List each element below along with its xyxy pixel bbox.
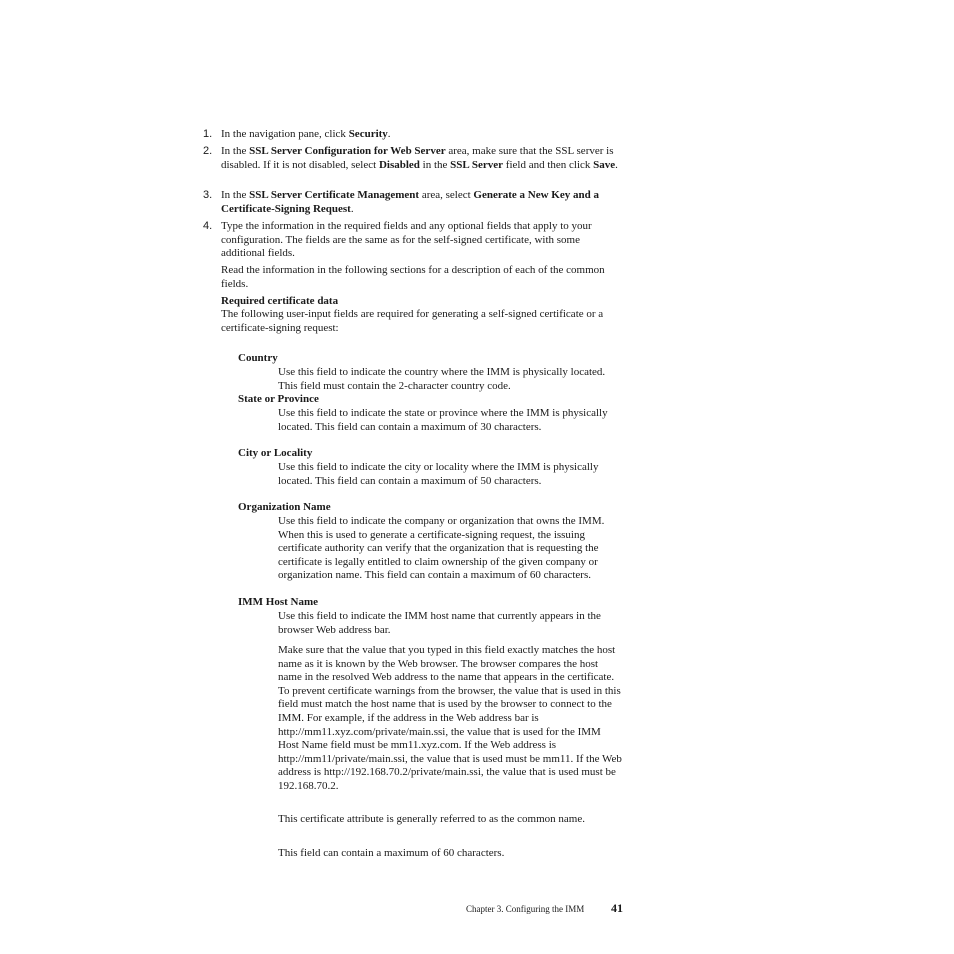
required-data-heading: Required certificate data (221, 295, 339, 307)
step-1-text: In the navigation pane, click Security. (221, 128, 391, 140)
max-length-paragraph: This field can contain a maximum of 60 characters. (278, 847, 505, 859)
field-term-state: State or Province (238, 393, 319, 405)
step-number: 2. (203, 145, 213, 157)
step-number: 1. (203, 128, 213, 140)
field-desc-organization: Use this field to indicate the company or organization that owns the IMM. When this is used to generate a certificate-signing request, the issuing certificate authority can verify that the organization that is requesting the certificate is legally entitled to claim ownership of the given company or organization name. This field can contain a maximum of 60 characters. (278, 515, 605, 582)
step-number: 4. (203, 220, 213, 232)
field-term-host-name: IMM Host Name (238, 596, 319, 608)
field-term-city: City or Locality (238, 447, 313, 459)
read-info-paragraph: Read the information in the following sections for a description of each of the common fields. (221, 264, 605, 290)
step-3-text: In the SSL Server Certificate Management area, select Generate a New Key and a Certificate-Signing Request. (221, 189, 599, 215)
required-data-intro: The following user-input fields are required for generating a self-signed certificate or a certificate-signing request: (221, 308, 604, 334)
field-desc-host-name: Use this field to indicate the IMM host name that currently appears in the browser Web address bar. (278, 610, 601, 636)
common-name-paragraph: This certificate attribute is generally referred to as the common name. (278, 813, 585, 825)
field-term-organization: Organization Name (238, 501, 331, 513)
host-name-detail-paragraph: Make sure that the value that you typed in this field exactly matches the host name as it is known by the Web browser. The browser compares the host name in the resolved Web address to the name that appears in the certificate. To prevent certificate warnings from the browser, the value that is used in this field must match the host name that is used by the browser to connect to the IMM. For example, if the address in the Web address bar is http://mm11.xyz.com/private/main.ssi, the value that is used for the IMM Host Name field must be mm11.xyz.com. If the Web address is http://mm11/private/main.ssi, the value that is used must be mm11. If the Web address is http://192.168.70.2/private/main.ssi, the value that is used must be 192.168.70.2. (278, 644, 622, 792)
step-2-text: In the SSL Server Configuration for Web Server area, make sure that the SSL server is disabled. If it is not disabled, select Disabled in the SSL Server field and then click Save. (221, 145, 618, 171)
footer-chapter: Chapter 3. Configuring the IMM (466, 904, 585, 914)
step-4-text: Type the information in the required fields and any optional fields that apply to your configuration. The fields are the same as for the self-signed certificate, with some additional fields. (221, 220, 592, 260)
field-desc-city: Use this field to indicate the city or locality where the IMM is physically located. This field can contain a maximum of 50 characters. (278, 461, 599, 487)
step-number: 3. (203, 189, 213, 201)
field-desc-state: Use this field to indicate the state or province where the IMM is physically located. This field can contain a maximum of 30 characters. (278, 407, 608, 433)
field-desc-country: Use this field to indicate the country where the IMM is physically located. This field must contain the 2-character country code. (278, 366, 606, 392)
field-term-country: Country (238, 352, 278, 364)
page-number: 41 (611, 901, 623, 915)
